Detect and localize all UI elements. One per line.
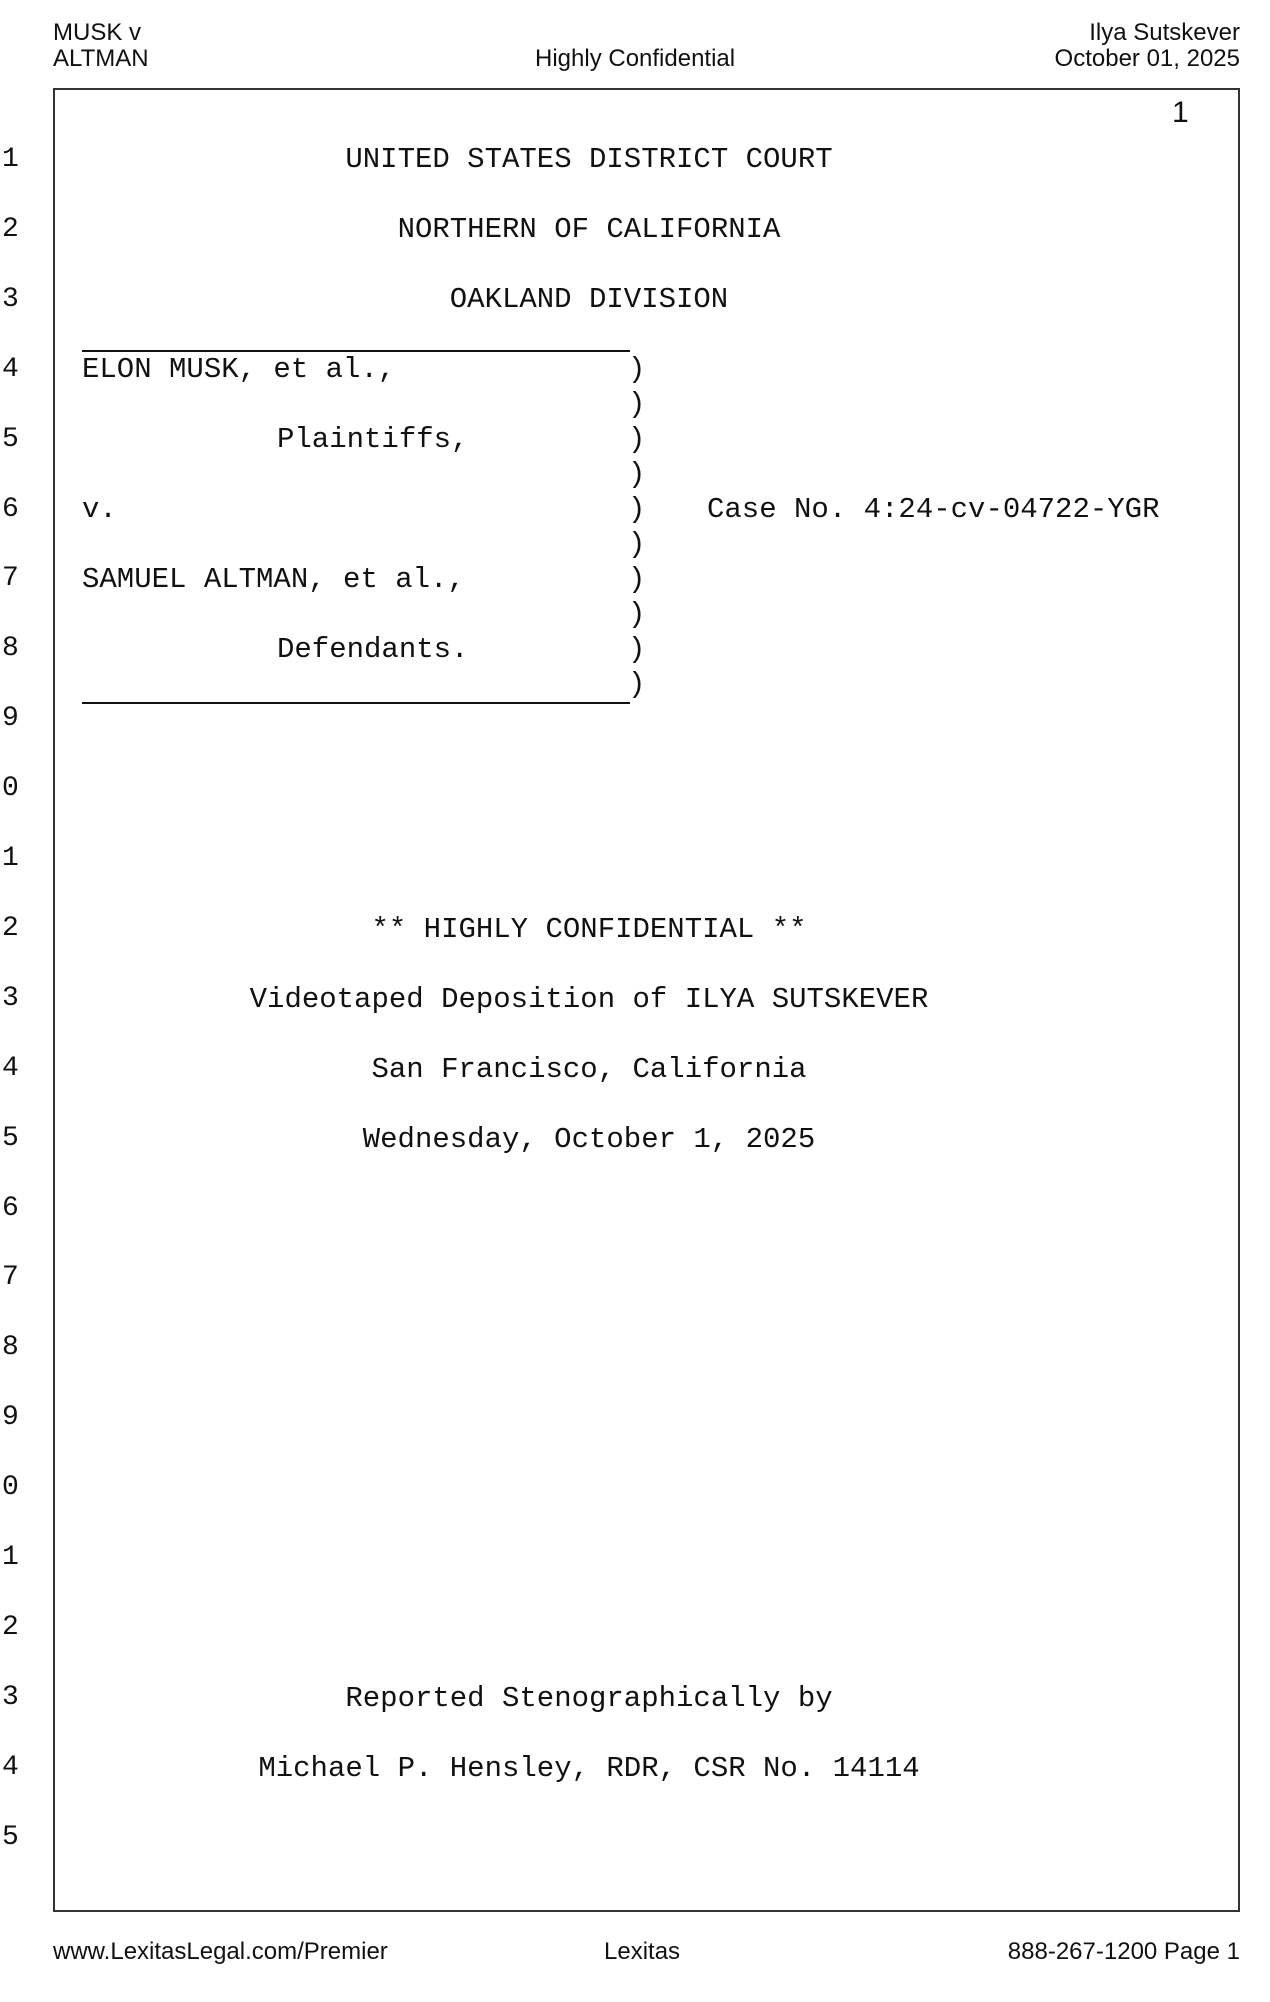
caption-defendant: SAMUEL ALTMAN, et al.,: [82, 563, 465, 596]
caption-bottom-rule: [82, 702, 630, 704]
line-number: 5: [2, 1122, 19, 1154]
caption-paren: ): [628, 423, 646, 456]
deposition-title: Videotaped Deposition of ILYA SUTSKEVER: [249, 983, 929, 1016]
line-number: 3: [2, 283, 19, 315]
caption-paren: ): [628, 528, 646, 561]
footer-phone-page: 888-267-1200 Page 1: [1007, 1938, 1240, 1965]
caption-paren: ): [628, 388, 646, 421]
deposition-date: Wednesday, October 1, 2025: [362, 1123, 816, 1156]
reporter-line: Reported Stenographically by: [345, 1682, 833, 1715]
line-number: 8: [2, 1332, 19, 1364]
caption-paren: ): [628, 668, 646, 701]
line-number: 5: [2, 423, 19, 455]
line-number: 1: [2, 1542, 19, 1573]
caption-paren: ): [628, 598, 646, 631]
footer-company: Lexitas: [604, 1938, 681, 1965]
line-number: 0: [2, 1472, 19, 1504]
line-number: 7: [2, 1262, 19, 1294]
caption-versus: v.: [82, 493, 117, 526]
line-number: 0: [2, 773, 19, 805]
court-district: NORTHERN OF CALIFORNIA: [397, 213, 781, 246]
court-division: OAKLAND DIVISION: [449, 283, 729, 316]
line-number: 6: [2, 493, 19, 525]
line-number: 9: [2, 703, 19, 735]
caption-paren: ): [628, 633, 646, 666]
caption-paren: ): [628, 563, 646, 596]
line-number: 9: [2, 1402, 19, 1434]
header-date: October 01, 2025: [1054, 45, 1240, 72]
line-number: 1: [2, 843, 19, 874]
line-number: 5: [2, 1821, 19, 1853]
deposition-location: San Francisco, California: [371, 1053, 807, 1086]
header-case-name-line1: MUSK v: [53, 19, 142, 46]
line-number: 3: [2, 982, 19, 1014]
footer-website: www.LexitasLegal.com/Premier: [53, 1938, 388, 1965]
line-number: 4: [2, 1751, 19, 1783]
caption-top-rule: [82, 350, 630, 352]
header-case-name-line2: ALTMAN: [53, 45, 149, 72]
line-number: 6: [2, 1192, 19, 1224]
line-number: 2: [2, 912, 19, 944]
line-number: 2: [2, 1611, 19, 1643]
line-number: 8: [2, 633, 19, 665]
caption-paren: ): [628, 353, 646, 386]
caption-defendant-role: Defendants.: [277, 633, 469, 666]
reporter-name: Michael P. Hensley, RDR, CSR No. 14114: [258, 1752, 920, 1785]
line-number: 1: [2, 144, 19, 175]
line-number: 4: [2, 353, 19, 385]
line-number: 2: [2, 213, 19, 245]
header-confidential: Highly Confidential: [535, 45, 736, 72]
confidential-banner: ** HIGHLY CONFIDENTIAL **: [371, 913, 807, 946]
caption-paren: ): [628, 493, 646, 526]
page-number: 1: [1172, 96, 1189, 129]
line-number: 7: [2, 563, 19, 595]
line-number: 4: [2, 1052, 19, 1084]
caption-paren: ): [628, 458, 646, 491]
court-name: UNITED STATES DISTRICT COURT: [345, 143, 833, 176]
header-witness-name: Ilya Sutskever: [1089, 19, 1240, 46]
caption-plaintiff-role: Plaintiffs,: [277, 423, 469, 456]
line-number: 3: [2, 1681, 19, 1713]
caption-plaintiff: ELON MUSK, et al.,: [82, 353, 396, 386]
case-number: Case No. 4:24-cv-04722-YGR: [707, 493, 1160, 526]
